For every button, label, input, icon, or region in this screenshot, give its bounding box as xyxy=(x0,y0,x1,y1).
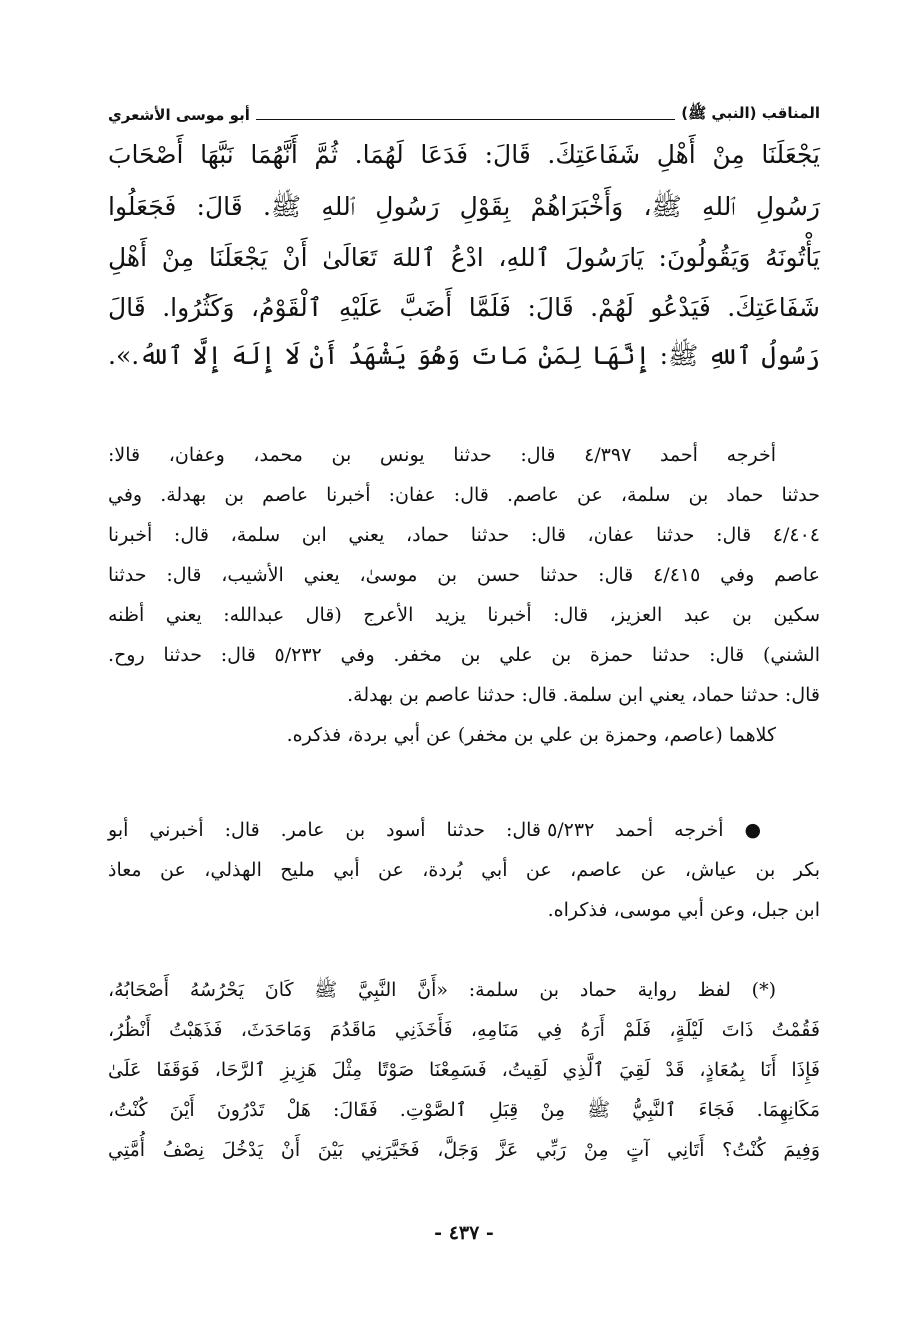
note-line: الشني) قال: حدثنا حمزة بن علي بن مخفر. وفي ٥/٢٣٢ قال: حدثنا روح. xyxy=(108,644,820,666)
footnote-line: مَكَانِهِمَا. فَجَاءَ ٱلنَّبِيُّ ﷺ مِنْ قِبَلِ ٱلصَّوْتِ. فَقَالَ: هَلْ تَدْرُونَ أَيْنَ كُنْتُ، xyxy=(108,1099,820,1121)
text-line: يَأْتُونَهُ وَيَقُولُونَ: يَارَسُولَ ٱللهِ، ادْعُ ٱللهَ تَعَالَىٰ أَنْ يَجْعَلَنَا مِنْ أَهْلِ xyxy=(108,243,820,272)
note-line: ٤/٤٠٤ قال: حدثنا عفان، قال: حدثنا حماد، يعني ابن سلمة، قال: أخبرنا xyxy=(108,524,820,546)
note-line: حدثنا حماد بن سلمة، عن عاصم. قال: عفان: أخبرنا عاصم بن بهدلة. وفي xyxy=(108,484,820,506)
note-line: عاصم وفي ٤/٤١٥ قال: حدثنا حسن بن موسىٰ، يعني الأشيب، قال: حدثنا xyxy=(108,564,820,586)
footnote-line: وَفِيمَ كُنْتُ؟ أَتَانِي آتٍ مِنْ رَبِّي عَزَّ وَجَلَّ، فَخَيَّرَنِي بَيْنَ أَنْ يَدْخُلَ نِصْفُ أُمَّتِي xyxy=(108,1139,820,1161)
running-header xyxy=(108,100,820,130)
page-number: - ٤٣٧ - xyxy=(434,1222,494,1244)
note-line: بكر بن عياش، عن عاصم، عن أبي بُردة، عن أبي مليح الهذلي، عن معاذ xyxy=(108,859,820,881)
note-line: أخرجه أحمد ٤/٣٩٧ قال: حدثنا يونس بن محمد، وعفان، قالا: xyxy=(108,444,777,466)
note-line: سكين بن عبد العزيز، قال: أخبرنا يزيد الأعرج (قال عبدالله: يعني أظنه xyxy=(108,604,820,626)
header-rule xyxy=(256,119,675,120)
footnote-line: (*) لفظ رواية حماد بن سلمة: «أَنَّ النَّبِيَّ ﷺ كَانَ يَحْرُسُهُ أَصْحَابُهُ، xyxy=(108,979,776,1001)
note-line: كلاهما (عاصم، وحمزة بن علي بن مخفر) عن أبي بردة، فذكره. xyxy=(286,724,776,746)
text-line: يَجْعَلَنَا مِنْ أَهْلِ شَفَاعَتِكَ. قَالَ: فَدَعَا لَهُمَا. ثُمَّ أَنَّهُمَا نَبَّهَا أَصْحَابَ xyxy=(108,140,820,169)
header-section: المناقب (النبي ﷺ) xyxy=(681,104,820,122)
note-line: ابن جبل، وعن أبي موسى، فذكراه. xyxy=(547,899,820,921)
note-line: قال: حدثنا حماد، يعني ابن سلمة. قال: حدثنا عاصم بن بهدلة. xyxy=(347,684,820,706)
text-line: رَسُولِ ٱللهِ ﷺ، وَأَخْبَرَاهُمْ بِقَوْلِ رَسُولِ ٱللهِ ﷺ. قَالَ: فَجَعَلُوا xyxy=(108,192,820,221)
footnote-line: فَإِذَا أَنَا بِمُعَاذٍ، قَدْ لَقِيَ ٱلَّذِي لَقِيتُ، فَسَمِعْنَا صَوْتًا مِثْلَ هَزِيزِ ٱلرَّحَا، فَوَقَفَا عَلَىٰ xyxy=(108,1059,820,1081)
note-line: ● أخرجه أحمد ٥/٢٣٢ قال: حدثنا أسود بن عامر. قال: أخبرني أبو xyxy=(108,819,776,841)
header-chapter: أبو موسى الأشعري xyxy=(108,106,250,124)
text-line: رَسُولُ ٱللهِ ﷺ: إِنَّهَا لِمَنْ مَاتَ وَهُوَ يَشْهَدُ أَنْ لَا إِلَهَ إِلَّا ٱللهُ.». xyxy=(108,341,820,370)
footnote-line: فَقُمْتُ ذَاتَ لَيْلَةٍ، فَلَمْ أَرَهُ فِي مَنَامِهِ، فَأَخَذَنِي مَاقَدُمَ وَمَاحَدَثَ، فَذَهَبْتُ أَنْظُرُ، xyxy=(108,1019,820,1041)
text-line: شَفَاعَتِكَ. فَيَدْعُو لَهُمْ. قَالَ: فَلَمَّا أَضَبَّ عَلَيْهِ ٱلْقَوْمُ، وَكَثُرُوا. قَالَ xyxy=(108,293,820,322)
